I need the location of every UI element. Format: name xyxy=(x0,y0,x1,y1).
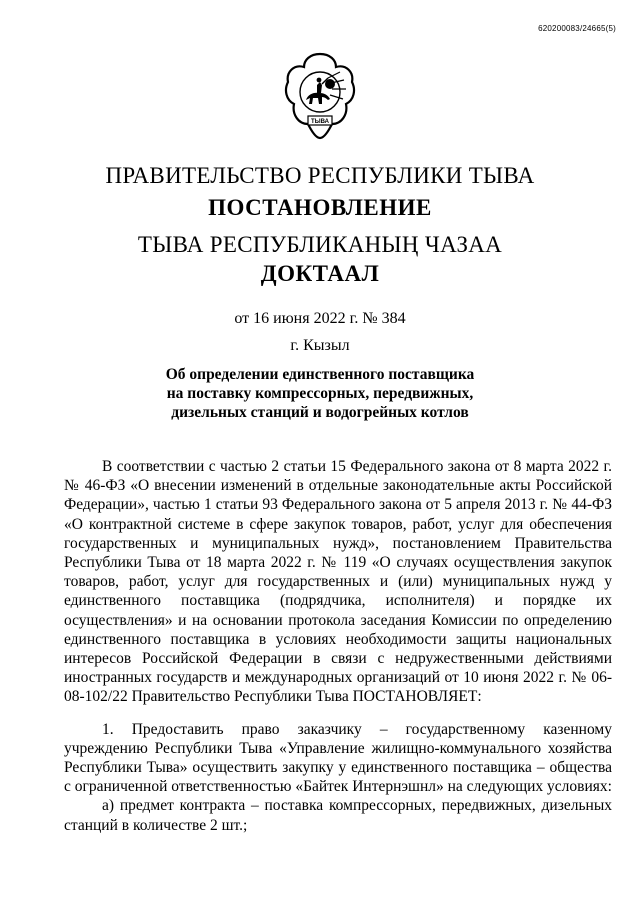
body-paragraph-subitem-a: а) предмет контракта – поставка компрессорных, передвижных, дизельных станций в количестве 2 шт.; xyxy=(64,797,612,834)
body-paragraph-item-1: 1. Предоставить право заказчику – государственному казенному учреждению Республики Тыва «Управление жилищно-коммунального хозяйства Республики Тыва» осуществить закупку у единственного поставщика – общества с ограниченной ответственностью «Байтек Интернэшнл» на следующих условиях: xyxy=(64,720,612,796)
subject-line: дизельных станций и водогрейных котлов xyxy=(171,404,469,421)
decree-city: г. Кызыл xyxy=(290,337,350,354)
tuva-coat-of-arms-icon xyxy=(284,52,356,140)
doc-id: 620200083/24665(5) xyxy=(538,24,616,33)
heading-government-tyv: ТЫВА РЕСПУБЛИКАНЫҢ ЧАЗАА xyxy=(137,232,503,257)
decree-body xyxy=(64,457,612,835)
heading-decree-tyv: ДОКТААЛ xyxy=(260,261,380,286)
heading-decree-ru: ПОСТАНОВЛЕНИЕ xyxy=(208,195,432,220)
heading-government-ru: ПРАВИТЕЛЬСТВО РЕСПУБЛИКИ ТЫВА xyxy=(105,163,535,188)
decree-date-number: от 16 июня 2022 г. № 384 xyxy=(234,310,406,327)
decree-subject xyxy=(150,365,490,422)
svg-text:ТЫВА: ТЫВА xyxy=(311,119,329,125)
subject-line: на поставку компрессорных, передвижных, xyxy=(166,385,474,402)
body-paragraph-preamble: В соответствии с частью 2 статьи 15 Федерального закона от 8 марта 2022 г. № 46-ФЗ «О внесении изменений в отдельные законодательные акты Российской Федерации», частью 1 статьи 93 Федерального закона от 5 апреля 2013 г. № 44-ФЗ «О контрактной системе в сфере закупок товаров, работ, услуг для обеспечения государственных и муниципальных нужд», постановлением Правительства Республики Тыва от 18 марта 2022 г. № 119 «О случаях осуществления закупок товаров, работ, услуг для государственных и (или) муниципальных нужд у единственного поставщика (подрядчика, исполнителя) и порядке их осуществления» и на основании протокола заседания Комиссии по определению единственного поставщика в условиях необходимости защиты национальных интересов Российской Федерации в связи с недружественными действиями иностранных государств и международных организаций от 10 июня 2022 г. № 06-08-102/22 Правительство Республики Тыва ПОСТАНОВЛЯЕТ: xyxy=(64,458,612,706)
subject-line: Об определении единственного поставщика xyxy=(165,366,475,383)
